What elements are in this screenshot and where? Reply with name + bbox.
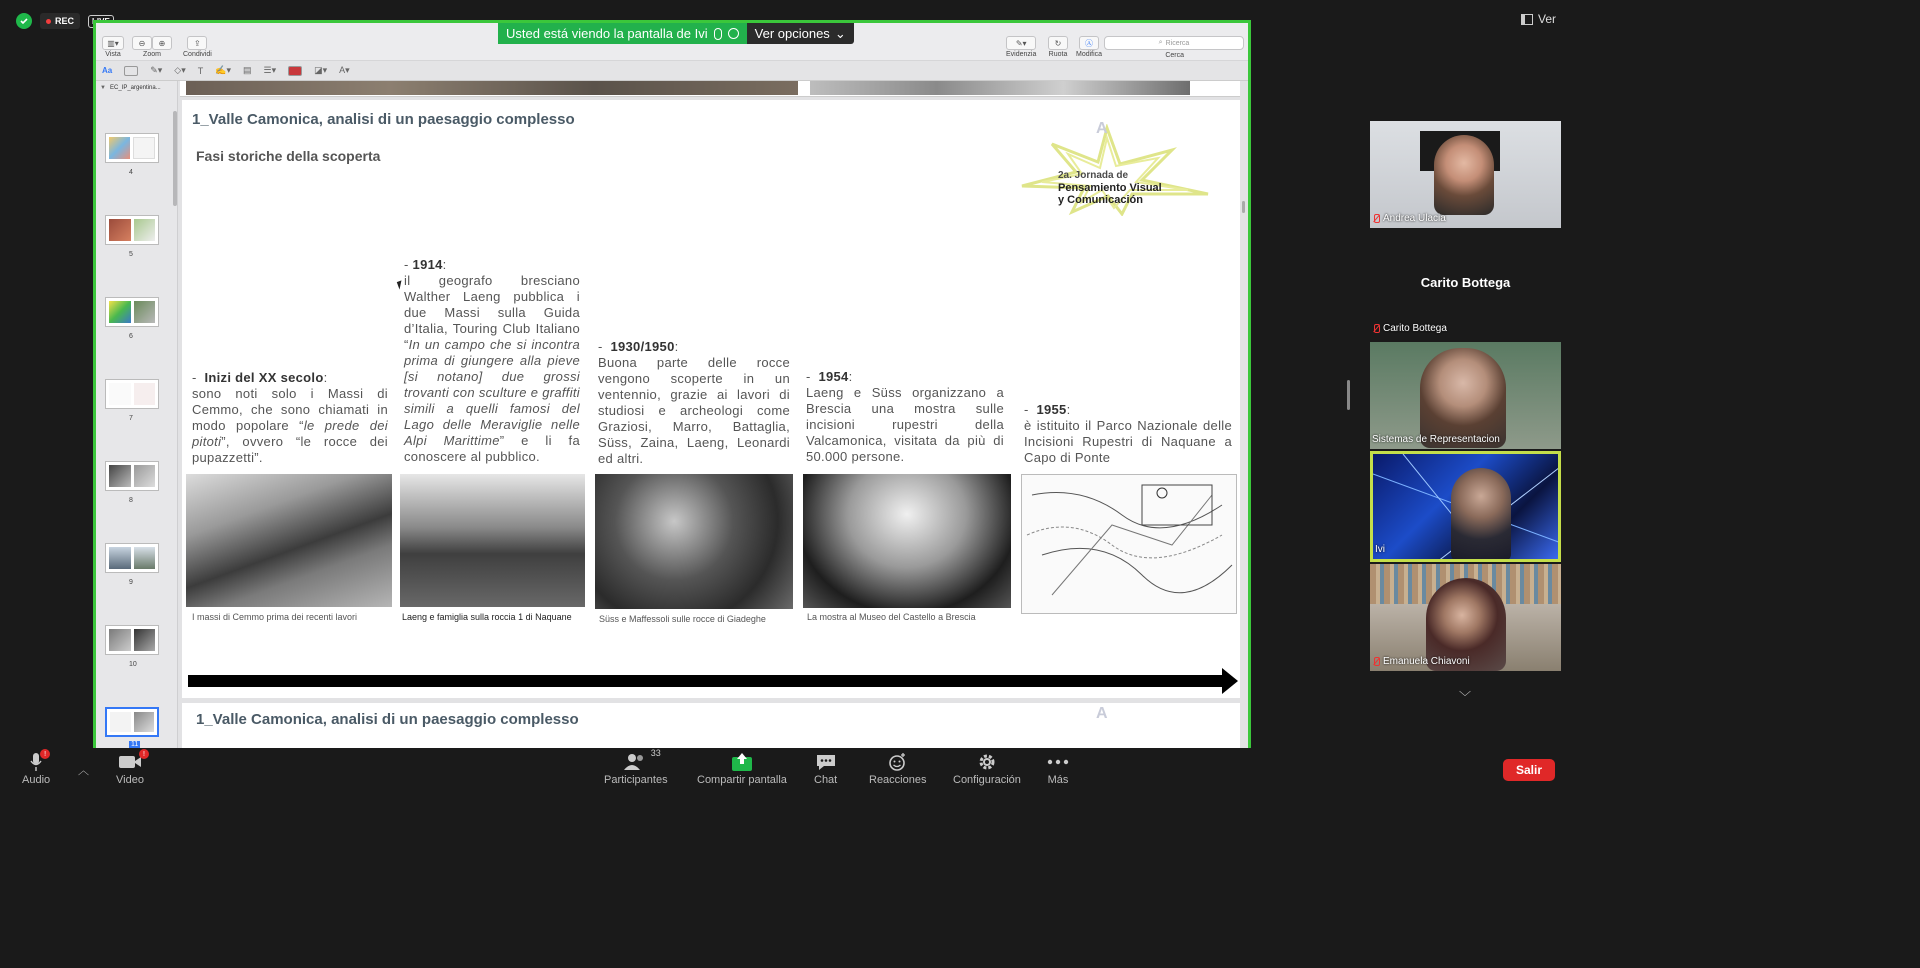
scroll-participants-down-icon[interactable]: ﹀ bbox=[1459, 690, 1472, 704]
thumbnail-page-9[interactable] bbox=[105, 543, 159, 573]
shield-icon[interactable] bbox=[16, 13, 32, 29]
highlighter-icon[interactable]: ✎▾ bbox=[1006, 36, 1036, 50]
search-input[interactable]: ⌕ Ricerca bbox=[1104, 36, 1244, 50]
timeline-entry-1: - Inizi del XX secolo: sono noti solo i Massi di Cemmo, che sono chiamati in modo popolare “le prede dei pitoti”, ovvero “le rocce dei pupazzetti”. bbox=[192, 370, 388, 465]
sidebar-scrollbar[interactable] bbox=[173, 111, 177, 206]
thumbnail-number: 4 bbox=[129, 169, 133, 176]
thumbnail-page-8[interactable] bbox=[105, 461, 159, 491]
rect-select-icon[interactable] bbox=[124, 66, 138, 76]
note-icon[interactable]: ▤ bbox=[242, 65, 252, 75]
participant-tile-active-speaker[interactable]: Ivi bbox=[1370, 451, 1561, 562]
markup-group[interactable]: Ⓐ Modifica bbox=[1076, 36, 1102, 58]
document-view[interactable] bbox=[178, 81, 1248, 748]
map-parco-naquane bbox=[1021, 474, 1237, 614]
markup-icon[interactable]: Ⓐ bbox=[1079, 36, 1099, 50]
thumbnail-page-5[interactable] bbox=[105, 215, 159, 245]
vista-group[interactable]: ▥▾ Vista bbox=[102, 36, 124, 58]
grid-view-icon bbox=[1521, 14, 1533, 25]
caption-4: La mostra al Museo del Castello a Brescia bbox=[807, 612, 976, 622]
zoom-out-icon[interactable]: ⊖ bbox=[132, 36, 152, 50]
more-button[interactable]: Más bbox=[1046, 752, 1070, 786]
thumbnail-page-11[interactable] bbox=[105, 707, 159, 737]
video-camera-icon bbox=[118, 754, 142, 770]
view-button[interactable]: Ver bbox=[1521, 12, 1556, 26]
timeline-arrow bbox=[188, 675, 1224, 687]
document-scrollbar[interactable] bbox=[1242, 201, 1245, 213]
share-icon[interactable]: ⇪ bbox=[187, 36, 207, 50]
highlight-group[interactable]: ✎▾ Evidenzia bbox=[1006, 36, 1036, 58]
thumbnail-number: 8 bbox=[129, 497, 133, 504]
markup-toolbar bbox=[96, 61, 1248, 81]
arrow-head-icon bbox=[1222, 668, 1238, 694]
caption-3: Süss e Maffessoli sulle rocce di Giadeghe bbox=[599, 614, 766, 624]
next-slide-title: 1_Valle Camonica, analisi di un paesaggio complesso bbox=[196, 711, 579, 728]
thumbnail-number: 7 bbox=[129, 415, 133, 422]
audio-warning-badge: ! bbox=[40, 749, 50, 759]
participant-tile[interactable]: Carito Bottega Carito Bottega bbox=[1370, 231, 1561, 338]
audio-button[interactable]: ! Audio bbox=[22, 750, 51, 786]
photo-museum-exhibition bbox=[803, 474, 1011, 608]
recording-indicator[interactable]: REC bbox=[40, 13, 80, 29]
event-logo: A 2a. Jornada de Pensamiento Visual y Comunicación bbox=[1012, 124, 1222, 216]
participant-display-name: Carito Bottega bbox=[1420, 275, 1511, 290]
photo-massi-di-cemmo bbox=[186, 474, 392, 607]
logo-mark: A bbox=[1096, 705, 1108, 722]
viewing-notice: Usted está viendo la pantalla de Ivi bbox=[498, 23, 747, 44]
caption-2: Laeng e famiglia sulla roccia 1 di Naquane bbox=[402, 612, 572, 622]
logo-mark: A bbox=[1096, 120, 1108, 137]
sidebar-toggle-icon[interactable]: ▥▾ bbox=[102, 36, 124, 50]
reactions-button[interactable]: Reacciones bbox=[869, 752, 926, 786]
share-screen-button[interactable]: Compartir pantalla bbox=[697, 752, 787, 786]
more-dots-icon bbox=[1046, 752, 1070, 772]
timeline-entry-5: - 1955: è istituito il Parco Nazionale delle Incisioni Rupestri di Naquane a Capo di Ponte bbox=[1024, 402, 1232, 465]
audio-options-caret-icon[interactable]: ︿ bbox=[78, 765, 89, 777]
caption-1: I massi di Cemmo prima dei recenti lavori bbox=[192, 612, 358, 622]
slide-title: 1_Valle Camonica, analisi di un paesaggio complesso bbox=[192, 111, 575, 128]
share-banner bbox=[498, 23, 854, 44]
thumbnail-page-7[interactable] bbox=[105, 379, 159, 409]
emoji-icon bbox=[888, 752, 908, 772]
slide-subtitle: Fasi storiche della scoperta bbox=[196, 148, 381, 164]
record-dot-icon bbox=[46, 19, 51, 24]
chat-button[interactable]: Chat bbox=[814, 752, 837, 786]
panel-resize-handle[interactable] bbox=[1347, 380, 1350, 410]
mic-icon bbox=[714, 28, 722, 40]
participants-icon bbox=[623, 752, 649, 772]
thumbnail-number: 5 bbox=[129, 251, 133, 258]
chat-icon bbox=[815, 752, 837, 772]
gear-icon bbox=[977, 752, 997, 772]
status-icon bbox=[728, 28, 739, 39]
timeline-entry-2: - 1914: il geografo bresciano Walther Laeng pubblica i due Massi sulla Guida d’Italia, Touring Club Italiano “In un campo che si incontra prima di giungere alla pieve [si notano] due grossi trovanti con sculture e graffiti simili a quelli famosi del Lago delle Meraviglie nelle Alpi Marittime” e li fa conoscere al pubblico. bbox=[404, 257, 581, 464]
settings-button[interactable]: Configuración bbox=[953, 752, 1021, 786]
participants-count: 33 bbox=[650, 748, 661, 758]
muted-mic-icon bbox=[1372, 657, 1380, 666]
sidebar-file-name[interactable]: ▼ EC_IP_argentina... bbox=[96, 81, 177, 91]
participant-tile[interactable]: Sistemas de Representacion bbox=[1370, 342, 1561, 449]
thumbnail-number-selected: 11 bbox=[131, 741, 139, 748]
photo-suss-maffessoli bbox=[595, 474, 793, 609]
fill-color-icon[interactable]: ◪▾ bbox=[314, 65, 328, 75]
timeline-entry-4: - 1954: Laeng e Süss organizzano a Brescia una mostra sulle incisioni rupestri della Valcamonica, visitata da più di 50.000 persone. bbox=[806, 369, 1004, 464]
participant-video bbox=[1434, 135, 1494, 215]
photo-image bbox=[810, 81, 1190, 95]
zoom-in-icon[interactable]: ⊕ bbox=[152, 36, 172, 50]
participants-button[interactable]: 33 Participantes bbox=[604, 748, 668, 786]
thumbnail-number: 9 bbox=[129, 579, 133, 586]
thumbnail-page-6[interactable] bbox=[105, 297, 159, 327]
view-options-button[interactable]: Ver opciones ⌄ bbox=[747, 23, 854, 44]
share-screen-icon bbox=[731, 752, 753, 772]
muted-mic-icon bbox=[1372, 214, 1380, 223]
photo-image bbox=[186, 81, 798, 95]
participant-video bbox=[1451, 468, 1511, 562]
preview-toolbar: ▥▾ Vista ⊖ ⊕ Zoom ⇪ Condividi ✎▾ Evidenzia ↻ Ruota Ⓐ Modifica ⌕ Ricerca Cerca bbox=[96, 23, 1248, 61]
thumbnail-number: 10 bbox=[129, 661, 137, 668]
shapes-icon[interactable]: ◇▾ bbox=[174, 65, 186, 75]
search-icon: ⌕ bbox=[1158, 39, 1163, 46]
meeting-controls-bar bbox=[0, 748, 1568, 791]
video-warning-badge: ! bbox=[139, 749, 149, 759]
muted-mic-icon bbox=[1372, 324, 1380, 333]
share-group[interactable]: ⇪ Condividi bbox=[183, 36, 212, 58]
thumbnail-number: 6 bbox=[129, 333, 133, 340]
text-box-icon[interactable]: T bbox=[197, 65, 204, 76]
thumbnail-page-4[interactable] bbox=[105, 133, 159, 163]
chevron-down-icon: ⌄ bbox=[834, 25, 846, 41]
timeline-entry-3: - 1930/1950: Buona parte delle rocce vengono scoperte in un ventennio, grazie ai lavori di studiosi e archeologi come Graziosi, Marro, Battaglia, Süss, Zaina, Laeng, Leonardi ed altri. bbox=[598, 339, 790, 466]
thumbnail-sidebar bbox=[96, 81, 178, 748]
line-style-icon[interactable]: ☰▾ bbox=[263, 65, 277, 75]
participant-video bbox=[1420, 348, 1506, 448]
leave-meeting-button[interactable]: Salir bbox=[1503, 759, 1555, 781]
sketch-icon[interactable]: ✎▾ bbox=[150, 65, 163, 75]
participant-tile[interactable]: Andrea Ulacia bbox=[1370, 121, 1561, 228]
slide-page bbox=[182, 100, 1240, 698]
rotate-group[interactable]: ↻ Ruota bbox=[1048, 36, 1068, 58]
font-style-icon[interactable]: A▾ bbox=[339, 65, 350, 75]
thumbnail-page-10[interactable] bbox=[105, 625, 159, 655]
zoom-group[interactable]: ⊖ ⊕ Zoom bbox=[132, 36, 172, 58]
text-select-icon[interactable]: Aa bbox=[102, 66, 113, 75]
rotate-icon[interactable]: ↻ bbox=[1048, 36, 1068, 50]
sign-icon[interactable]: ✍▾ bbox=[215, 65, 231, 75]
next-slide-page bbox=[182, 703, 1240, 748]
video-button[interactable]: ! Video bbox=[116, 752, 144, 786]
border-color-icon[interactable] bbox=[288, 66, 302, 76]
shared-screen bbox=[93, 20, 1251, 748]
photo-laeng-family bbox=[400, 474, 585, 607]
participant-tile[interactable]: Emanuela Chiavoni bbox=[1370, 564, 1561, 671]
previous-page-fragment bbox=[180, 81, 1240, 97]
map-image bbox=[1022, 475, 1237, 614]
